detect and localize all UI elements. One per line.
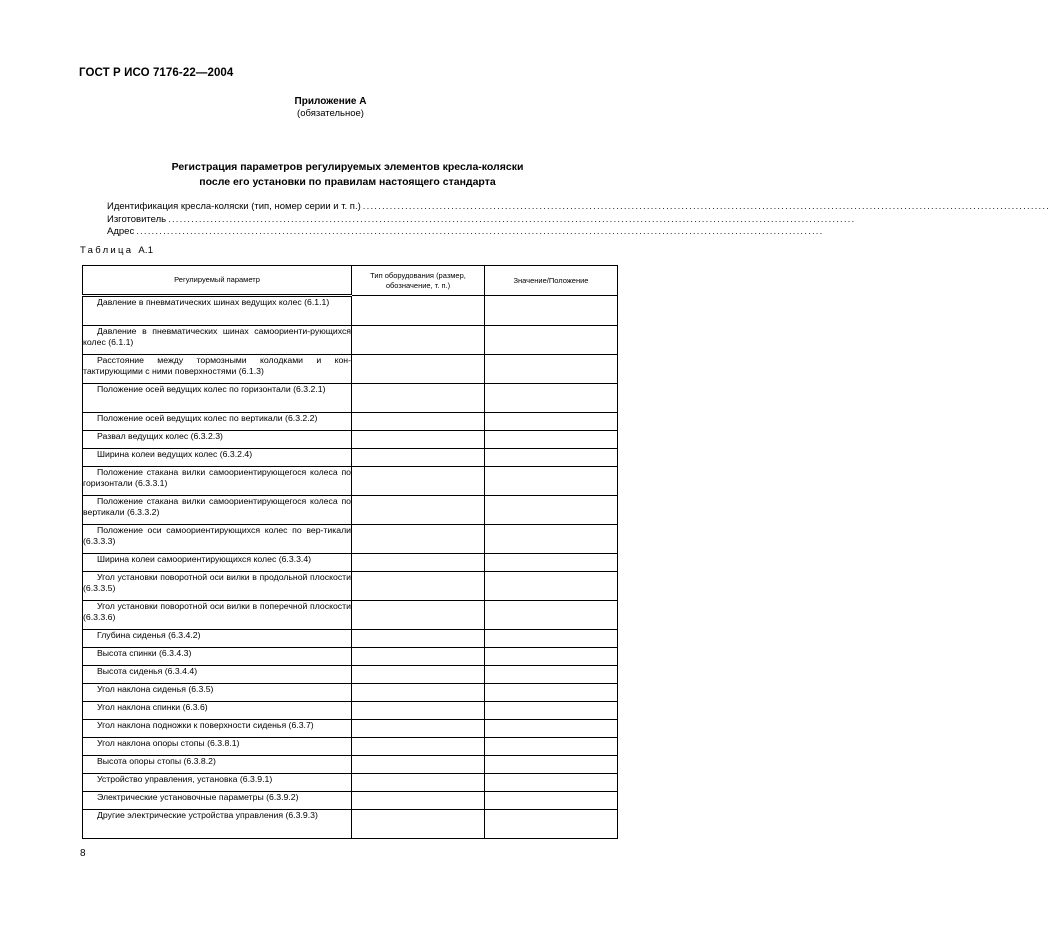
table-row [83, 525, 618, 554]
table-row [83, 702, 618, 720]
equipment-cell[interactable] [352, 810, 485, 839]
parameter-cell [83, 756, 352, 774]
equipment-cell[interactable] [352, 601, 485, 630]
equipment-cell[interactable] [352, 702, 485, 720]
parameter-cell [83, 296, 352, 326]
parameter-label: Угол наклона опоры стопы (6.3.8.1) [97, 738, 240, 748]
table-row [83, 792, 618, 810]
identification-field[interactable] [107, 201, 1050, 214]
parameter-label: Высота спинки (6.3.4.3) [97, 648, 192, 658]
table-row [83, 413, 618, 431]
value-cell[interactable] [485, 774, 618, 792]
parameter-cell [83, 702, 352, 720]
value-cell[interactable] [485, 431, 618, 449]
equipment-cell[interactable] [352, 572, 485, 601]
parameter-label: Устройство управления, установка (6.3.9.1) [97, 774, 273, 784]
appendix-title: Приложение А [294, 96, 367, 107]
parameter-label: Высота сиденья (6.3.4.4) [97, 666, 198, 676]
parameter-cell [83, 413, 352, 431]
parameter-label: Положение стакана вилки самоориентирующегося колеса по вертикали (6.3.3.2) [83, 496, 351, 518]
table-row [83, 756, 618, 774]
parameter-label: Ширина колеи ведущих колес (6.3.2.4) [97, 449, 253, 459]
parameters-table [82, 265, 618, 839]
parameter-label: Положение стакана вилки самоориентирующегося колеса по горизонтали (6.3.3.1) [83, 467, 351, 489]
parameter-label: Развал ведущих колес (6.3.2.3) [97, 431, 223, 441]
value-cell[interactable] [485, 648, 618, 666]
equipment-cell[interactable] [352, 666, 485, 684]
value-cell[interactable] [485, 496, 618, 525]
table-row [83, 648, 618, 666]
table-row [83, 554, 618, 572]
table-row [83, 296, 618, 326]
equipment-cell[interactable] [352, 326, 485, 355]
value-cell[interactable] [485, 525, 618, 554]
parameter-cell [83, 467, 352, 496]
value-cell[interactable] [485, 355, 618, 384]
table-row [83, 572, 618, 601]
fill-in-line: ................................................................................................................................................................................... [362, 201, 1050, 212]
parameter-cell [83, 684, 352, 702]
table-row [83, 384, 618, 413]
parameter-label: Глубина сиденья (6.3.4.2) [97, 630, 201, 640]
parameter-label: Ширина колеи самоориентирующихся колес (6.3.3.4) [97, 554, 312, 564]
field-label: Изготовитель [107, 213, 167, 225]
parameter-cell [83, 792, 352, 810]
table-row [83, 431, 618, 449]
table-caption-prefix: Таблица [80, 245, 134, 256]
parameter-cell [83, 601, 352, 630]
column-header-equipment: Тип оборудования (размер, обозначение, т. п.) [352, 266, 485, 296]
manufacturer-field[interactable] [107, 213, 856, 227]
value-cell[interactable] [485, 702, 618, 720]
equipment-cell[interactable] [352, 467, 485, 496]
parameter-label: Электрические установочные параметры (6.3.9.2) [97, 792, 299, 802]
table-row [83, 774, 618, 792]
parameter-cell [83, 384, 352, 413]
table-row [83, 326, 618, 355]
table-row [83, 630, 618, 648]
equipment-cell[interactable] [352, 525, 485, 554]
value-cell[interactable] [485, 810, 618, 839]
equipment-cell[interactable] [352, 774, 485, 792]
parameter-cell [83, 496, 352, 525]
parameter-label: Высота опоры стопы (6.3.8.2) [97, 756, 216, 766]
equipment-cell[interactable] [352, 738, 485, 756]
value-cell[interactable] [485, 720, 618, 738]
fill-in-line: ................................................................................................................................................................................... [136, 226, 824, 237]
parameter-label: Угол наклона сиденья (6.3.5) [97, 684, 214, 694]
page-number: 8 [80, 848, 86, 859]
table-caption [80, 245, 153, 256]
parameter-cell [83, 449, 352, 467]
identification-fields [107, 201, 1050, 239]
value-cell[interactable] [485, 449, 618, 467]
parameter-cell [83, 666, 352, 684]
form-heading [0, 160, 695, 190]
table-row [83, 449, 618, 467]
value-cell[interactable] [485, 326, 618, 355]
equipment-cell[interactable] [352, 384, 485, 413]
parameter-label: Давление в пневматических шинах самоориенти-рующихся колес (6.1.1) [83, 326, 351, 348]
equipment-cell[interactable] [352, 413, 485, 431]
value-cell[interactable] [485, 467, 618, 496]
table-row [83, 601, 618, 630]
parameter-label: Положение осей ведущих колес по вертикали (6.3.2.2) [97, 413, 318, 423]
equipment-cell[interactable] [352, 431, 485, 449]
equipment-cell[interactable] [352, 296, 485, 326]
column-header-value: Значение/Положение [485, 266, 618, 296]
table-body [83, 296, 618, 839]
value-cell[interactable] [485, 413, 618, 431]
parameter-cell [83, 554, 352, 572]
equipment-cell[interactable] [352, 554, 485, 572]
parameter-label: Угол установки поворотной оси вилки в поперечной плоскости (6.3.3.6) [83, 601, 351, 623]
value-cell[interactable] [485, 554, 618, 572]
column-header-param: Регулируемый параметр [83, 266, 352, 296]
value-cell[interactable] [485, 630, 618, 648]
equipment-cell[interactable] [352, 496, 485, 525]
field-label: Идентификация кресла-коляски (тип, номер серии и т. п.) [107, 201, 361, 212]
parameter-label: Угол наклона подножки к поверхности сиденья (6.3.7) [97, 720, 314, 730]
parameter-label: Угол установки поворотной оси вилки в продольной плоскости (6.3.3.5) [83, 572, 351, 594]
parameter-label: Давление в пневматических шинах ведущих колес (6.1.1) [97, 297, 330, 307]
value-cell[interactable] [485, 601, 618, 630]
table-row [83, 496, 618, 525]
form-heading-line-2: после его установки по правилам настоящего стандарта [199, 176, 496, 188]
value-cell[interactable] [485, 738, 618, 756]
value-cell[interactable] [485, 756, 618, 774]
equipment-cell[interactable] [352, 756, 485, 774]
equipment-cell[interactable] [352, 684, 485, 702]
value-cell[interactable] [485, 792, 618, 810]
form-heading-line-1: Регистрация параметров регулируемых элементов кресла-коляски [171, 161, 524, 173]
equipment-cell[interactable] [352, 648, 485, 666]
parameter-cell [83, 326, 352, 355]
parameter-cell [83, 774, 352, 792]
parameter-cell [83, 810, 352, 839]
equipment-cell[interactable] [352, 792, 485, 810]
equipment-cell[interactable] [352, 355, 485, 384]
equipment-cell[interactable] [352, 720, 485, 738]
parameter-label: Расстояние между тормозными колодками и кон-тактирующими с ними поверхностями (6.1.3) [83, 355, 351, 377]
value-cell[interactable] [485, 384, 618, 413]
table-row [83, 355, 618, 384]
address-field[interactable] [107, 226, 824, 239]
table-caption-number: А.1 [138, 245, 154, 256]
parameter-label: Другие электрические устройства управления (6.3.9.3) [97, 810, 318, 820]
table-header-row [83, 266, 618, 296]
parameter-cell [83, 525, 352, 554]
value-cell[interactable] [485, 572, 618, 601]
parameter-label: Положение осей ведущих колес по горизонтали (6.3.2.1) [97, 384, 326, 394]
parameter-label: Угол наклона спинки (6.3.6) [97, 702, 208, 712]
equipment-cell[interactable] [352, 449, 485, 467]
parameter-cell [83, 355, 352, 384]
appendix-note: (обязательное) [297, 108, 364, 119]
table-row [83, 467, 618, 496]
parameter-cell [83, 630, 352, 648]
fill-in-line: ................................................................................................................................................................................... [168, 213, 856, 225]
value-cell[interactable] [485, 666, 618, 684]
table-row [83, 810, 618, 839]
table-row [83, 738, 618, 756]
parameter-label: Положение оси самоориентирующихся колес по вер-тикали (6.3.3.3) [83, 525, 351, 547]
parameter-cell [83, 572, 352, 601]
field-label: Адрес [107, 226, 135, 237]
parameter-cell [83, 431, 352, 449]
parameter-cell [83, 738, 352, 756]
parameter-cell [83, 648, 352, 666]
equipment-cell[interactable] [352, 630, 485, 648]
document-code: ГОСТ Р ИСО 7176-22—2004 [79, 67, 234, 79]
table-row [83, 666, 618, 684]
value-cell[interactable] [485, 296, 618, 326]
table-row [83, 684, 618, 702]
value-cell[interactable] [485, 684, 618, 702]
table-row [83, 720, 618, 738]
parameter-cell [83, 720, 352, 738]
